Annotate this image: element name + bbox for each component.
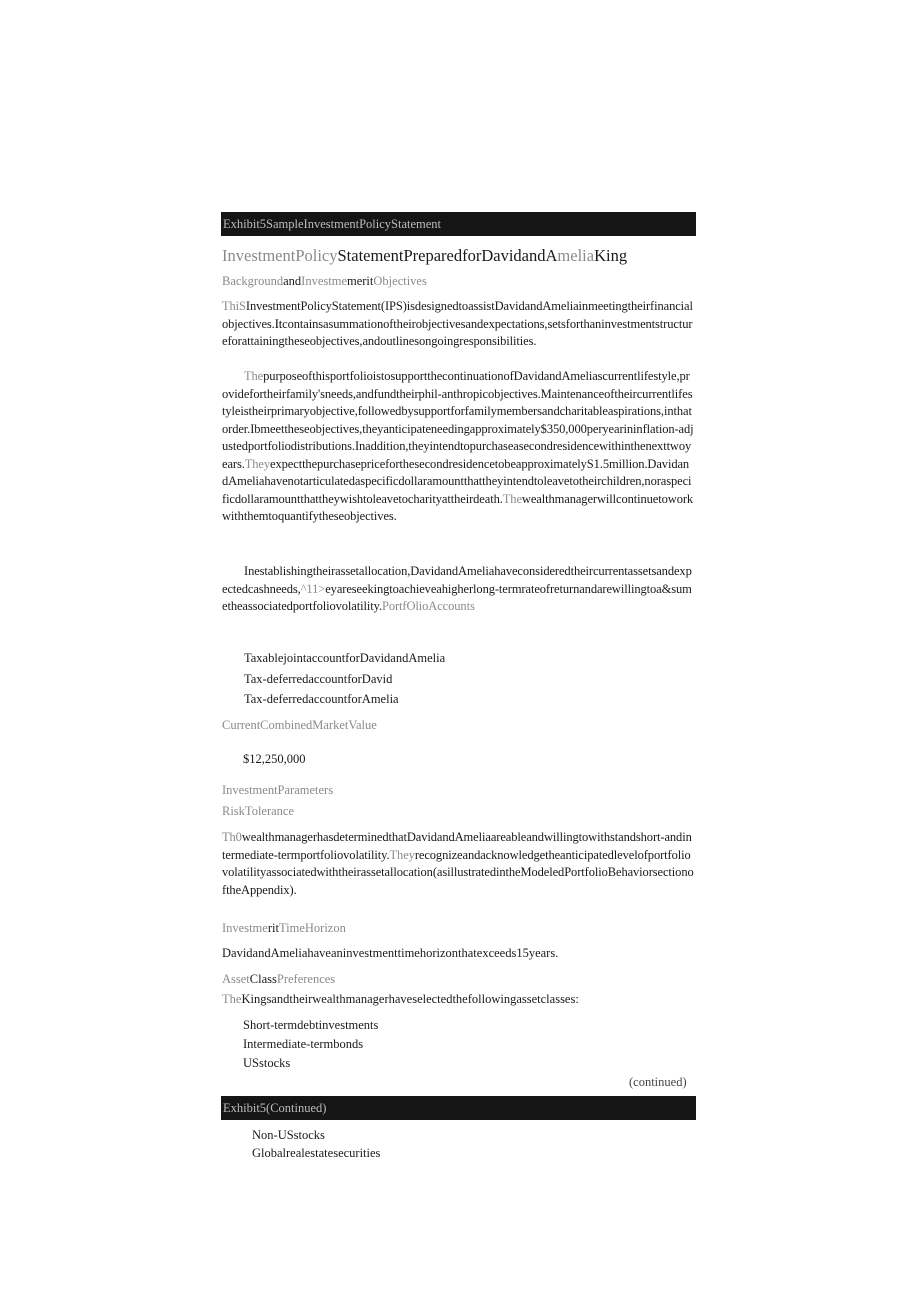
asset-class-item-2: Intermediate-termbonds xyxy=(243,1037,364,1051)
heading-part-2: and xyxy=(283,274,302,288)
background-objectives-heading xyxy=(222,274,427,289)
risk-tolerance-heading: RiskTolerance xyxy=(222,804,295,818)
th-heading-part-1: Investme xyxy=(222,921,268,935)
asset-class-heading xyxy=(222,972,335,987)
paragraph-portfolio-purpose xyxy=(222,368,694,526)
time-horizon-heading xyxy=(222,921,346,936)
asset-class-intro xyxy=(222,992,579,1007)
asset-class-item-3: USstocks xyxy=(243,1056,291,1070)
p1-part-4: containsasummationoftheirobjectivesandexpectations,setsforthaninvestmentstructureforattainingtheseobjectives,andoutlinesongoingresponsibilities. xyxy=(222,316,693,348)
title-part-2: StatementPreparedforDavidandA xyxy=(337,246,558,265)
p4-part-2: wealthmanagerhasdeterminedthatDavidandAmeliaareableandwillingtowithstandshort-andintermediate-termportfoliovolatility. xyxy=(222,830,692,862)
heading-part-4: merit xyxy=(347,274,374,288)
ac-heading-part-3: Preferences xyxy=(276,972,336,986)
asset-class-item-1: Short-termdebtinvestments xyxy=(243,1018,379,1032)
paragraph-ips-purpose xyxy=(222,298,694,351)
p3-part-3: eyareseekingtoachieveahigherlong-termrateofreturnandarewillingtoa&sumetheassociatedportfoliovolatility. xyxy=(222,581,692,613)
paragraph-risk-tolerance xyxy=(222,829,694,899)
p2-part-3: rfamily'sneeds,andfundtheirphil-anthropicobjectives.Maintenanceoftheircurrentlifestyleistheirprimaryobjective,followedbysupportforfamilymembersandcharitableaspirations,inthatorder.Ibmeettheseobjectives,theyanticipateneedingapproximately$350,000peryearininflation-adjustedportfoliodistributions.Inaddition,theyintendtopurchaseasecondresidencewithinthenexttwoyears. xyxy=(222,386,694,471)
p3-part-1: Inestablishingtheirassetallocation,DavidandAmeliahaveconsideredtheircurrentassetsandexpectedcashneeds, xyxy=(222,564,692,596)
paragraph-asset-allocation xyxy=(222,563,694,616)
p2-part-4: They xyxy=(244,456,271,471)
title-part-4: King xyxy=(594,246,628,265)
asset-class-item-4: Non-USstocks xyxy=(252,1128,325,1142)
document-title xyxy=(222,246,627,266)
exhibit-header-bar: Exhibit5SampleInvestmentPolicyStatement xyxy=(221,212,696,236)
p2-part-5: expectthepurchasepriceforthesecondresidencetobeapproximatelyS1.5million.DavidandAmeliahavenotarticulatedaspecificdollaramountthattheyintendtoleavetotheirchildren,noraspecificdollaramountthattheywishtoleavetocharityattheirdeath. xyxy=(222,456,692,506)
p2-part-7: wealthmanagerwillcontinuetoworkwiththemtoquantifytheseobjectives. xyxy=(222,491,694,523)
account-item-1: TaxablejointaccountforDavidandAmelia xyxy=(244,651,446,665)
p4-part-4: recognizeandacknowledgetheanticipatedlevelofportfoliovolatilityassociatedwiththeirassetallocation(asillustratedintheModeledPortfolioBehaviorsectionoftheAppendix). xyxy=(222,847,694,897)
continued-label: (continued) xyxy=(629,1075,687,1089)
p4-part-3: They xyxy=(389,847,415,862)
p3-part-4: PortfOlioAccounts xyxy=(381,599,475,613)
account-item-2: Tax-deferredaccountforDavid xyxy=(244,672,393,686)
time-horizon-text: DavidandAmeliahaveaninvestmenttimehorizonthatexceeds15years. xyxy=(222,946,559,960)
p2-part-1: The xyxy=(244,369,264,383)
heading-part-1: Background xyxy=(222,274,284,288)
p1-part-1: ThiS xyxy=(222,299,246,313)
title-part-1: InvestmentPolicy xyxy=(222,246,338,265)
p3-part-2: ^11> xyxy=(300,581,326,596)
ac-intro-part-2: Kingsandtheirwealthmanagerhaveselectedthefollowingassetclasses: xyxy=(241,992,579,1006)
p1-part-3: It xyxy=(274,316,283,331)
title-part-3: melia xyxy=(557,246,595,265)
th-heading-part-2: rit xyxy=(267,921,279,935)
market-value-amount: $12,250,000 xyxy=(243,752,306,766)
ac-heading-part-2: Class xyxy=(249,972,277,986)
asset-class-item-5: Globalrealestatesecurities xyxy=(252,1146,381,1160)
th-heading-part-3: TimeHorizon xyxy=(278,921,346,935)
heading-part-5: Objectives xyxy=(373,274,427,288)
p4-part-1: Th0 xyxy=(222,830,242,844)
heading-part-3: Investme xyxy=(301,274,347,288)
exhibit-continued-bar: Exhibit5(Continued) xyxy=(221,1096,696,1120)
ac-heading-part-1: Asset xyxy=(222,972,250,986)
investment-parameters-heading: InvestmentParameters xyxy=(222,783,334,797)
ac-intro-part-1: The xyxy=(222,992,242,1006)
market-value-heading: CurrentCombinedMarketValue xyxy=(222,718,377,732)
p1-part-2: InvestmentPolicyStatement(IPS)isdesignedtoassistDavidandAmeliainmeetingtheirfinancialobjectives. xyxy=(222,299,693,331)
p2-part-6: The xyxy=(502,491,522,506)
p2-part-2: purposeofthisportfolioistosupportthecontinuationofDavidandAmeliascurrentlifestyle,provideforthei xyxy=(222,369,690,401)
account-item-3: Tax-deferredaccountforAmelia xyxy=(244,692,399,706)
